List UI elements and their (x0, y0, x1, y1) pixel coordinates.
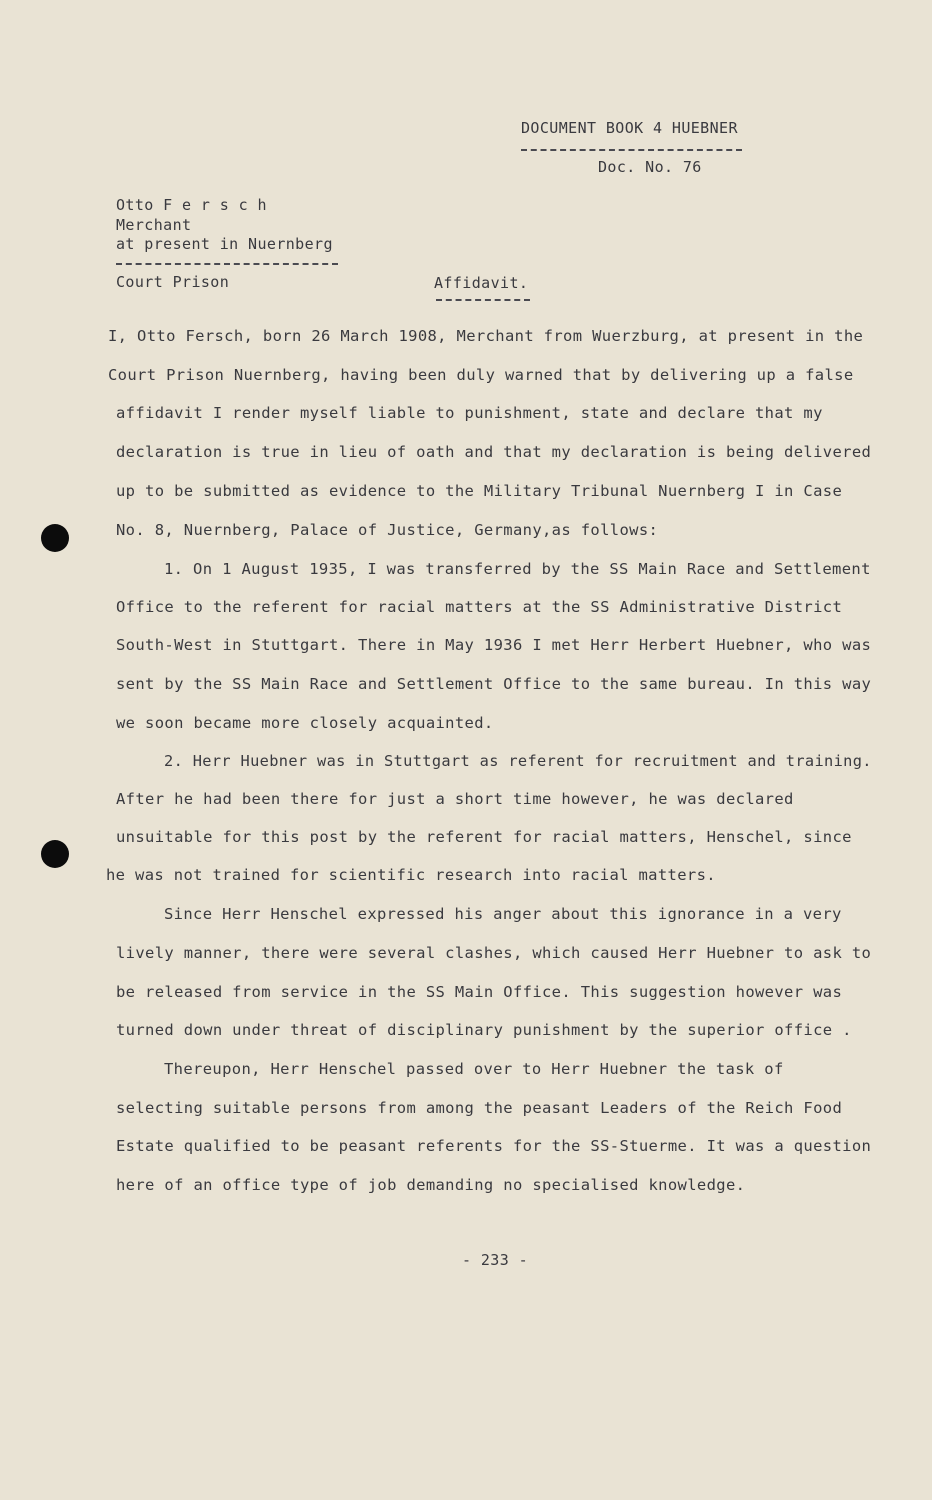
body-line: After he had been there for just a short time however, he was declared (116, 790, 794, 808)
body-line: No. 8, Nuernberg, Palace of Justice, Germany,as follows: (116, 521, 659, 539)
body-line: Thereupon, Herr Henschel passed over to Herr Huebner the task of (164, 1060, 784, 1078)
body-line: declaration is true in lieu of oath and that my declaration is being delivered (116, 443, 872, 461)
body-line: South-West in Stuttgart. There in May 1936 I met Herr Herbert Huebner, who was (116, 636, 872, 654)
document-title: Affidavit. (434, 274, 529, 292)
document-number: Doc. No. 76 (598, 158, 702, 176)
punch-hole-top (41, 524, 69, 552)
body-line: 2. Herr Huebner was in Stuttgart as referent for recruitment and training. (164, 752, 872, 770)
body-line: Since Herr Henschel expressed his anger about this ignorance in a very (164, 905, 842, 923)
affiant-name: Otto F e r s c h (116, 196, 267, 214)
document-book-header: DOCUMENT BOOK 4 HUEBNER (521, 119, 738, 137)
punch-hole-bottom (41, 840, 69, 868)
body-line: he was not trained for scientific research into racial matters. (106, 866, 716, 884)
title-underline (436, 299, 530, 301)
body-line: up to be submitted as evidence to the Military Tribunal Nuernberg I in Case (116, 482, 843, 500)
body-line: lively manner, there were several clashes, which caused Herr Huebner to ask to (116, 944, 872, 962)
affiant-location: at present in Nuernberg (116, 235, 333, 253)
body-line: I, Otto Fersch, born 26 March 1908, Merchant from Wuerzburg, at present in the (108, 327, 864, 345)
body-line: affidavit I render myself liable to punishment, state and declare that my (116, 404, 823, 422)
body-line: Office to the referent for racial matters at the SS Administrative District (116, 598, 843, 616)
header-underline (521, 149, 742, 151)
body-line: Estate qualified to be peasant referents for the SS-Stuerme. It was a question (116, 1137, 872, 1155)
body-line: here of an office type of job demanding no specialised knowledge. (116, 1176, 746, 1194)
page-number: - 233 - (462, 1251, 529, 1269)
body-line: 1. On 1 August 1935, I was transferred by the SS Main Race and Settlement (164, 560, 871, 578)
affiant-prison: Court Prison (116, 273, 230, 291)
body-line: turned down under threat of disciplinary punishment by the superior office . (116, 1021, 852, 1039)
body-line: unsuitable for this post by the referent for racial matters, Henschel, since (116, 828, 852, 846)
body-line: Court Prison Nuernberg, having been duly warned that by delivering up a false (108, 366, 854, 384)
body-line: sent by the SS Main Race and Settlement Office to the same bureau. In this way (116, 675, 872, 693)
body-line: be released from service in the SS Main Office. This suggestion however was (116, 983, 843, 1001)
address-underline (116, 263, 338, 265)
body-line: selecting suitable persons from among the peasant Leaders of the Reich Food (116, 1099, 843, 1117)
body-line: we soon became more closely acquainted. (116, 714, 494, 732)
affiant-occupation: Merchant (116, 216, 192, 234)
